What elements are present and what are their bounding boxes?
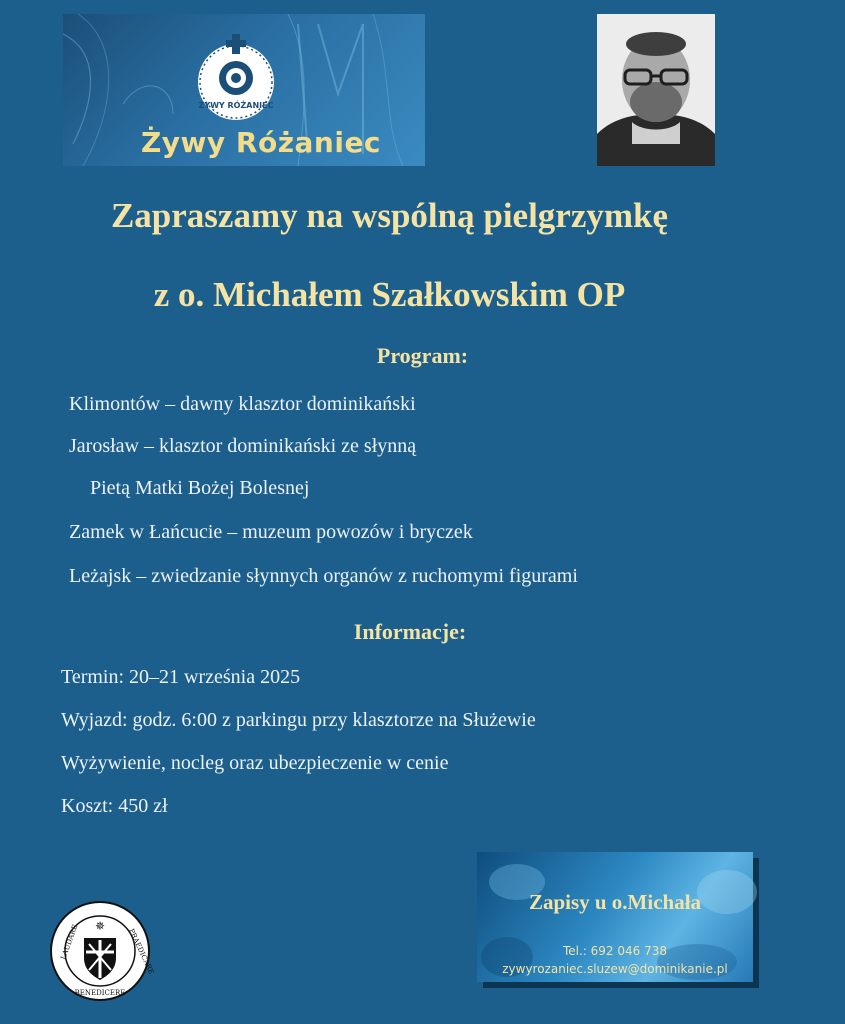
- program-item: Pietą Matki Bożej Bolesnej: [90, 477, 310, 499]
- signup-title: Zapisy u o.Michała: [528, 890, 702, 914]
- info-heading: Informacje:: [353, 619, 467, 644]
- svg-text:BENEDICERE: BENEDICERE: [74, 989, 126, 997]
- contact-box: [477, 852, 753, 982]
- guide-title: z o. Michałem Szałkowskim OP: [153, 275, 626, 314]
- program-item: Jarosław – klasztor dominikański ze słynną: [69, 435, 417, 457]
- contact-email[interactable]: zywyrozaniec.sluzew@dominikanie.pl: [502, 962, 728, 976]
- contact-phone[interactable]: Tel.: 692 046 738: [562, 944, 668, 958]
- info-item: Termin: 20–21 września 2025: [61, 666, 301, 688]
- priest-portrait: [597, 14, 715, 166]
- program-item: Zamek w Łańcucie – muzeum powozów i bryczek: [69, 521, 473, 543]
- program-item: Klimontów – dawny klasztor dominikański: [69, 393, 416, 415]
- info-item: Wyjazd: godz. 6:00 z parkingu przy klasztorze na Służewie: [61, 709, 536, 731]
- info-item: Wyżywienie, nocleg oraz ubezpieczenie w cenie: [61, 752, 449, 774]
- portrait-image: [597, 14, 715, 166]
- brand-name: Żywy Różaniec: [141, 126, 382, 159]
- svg-text:PRAEDICARE: PRAEDICARE: [127, 927, 156, 976]
- program-heading: Program:: [376, 343, 469, 368]
- svg-text:ŻYWY RÓŻANIEC: ŻYWY RÓŻANIEC: [198, 101, 274, 110]
- svg-text:LAUDARE: LAUDARE: [59, 923, 80, 961]
- info-item: Koszt: 450 zł: [61, 795, 168, 817]
- rosary-emblem-icon: [188, 30, 284, 126]
- zywy-rozaniec-banner: [63, 14, 425, 166]
- svg-text:✵: ✵: [94, 919, 106, 933]
- program-item: Leżajsk – zwiedzanie słynnych organów z ruchomymi figurami: [69, 565, 578, 587]
- invitation-title: Zapraszamy na wspólną pielgrzymkę: [110, 196, 669, 235]
- dominican-seal-icon: [49, 900, 156, 1002]
